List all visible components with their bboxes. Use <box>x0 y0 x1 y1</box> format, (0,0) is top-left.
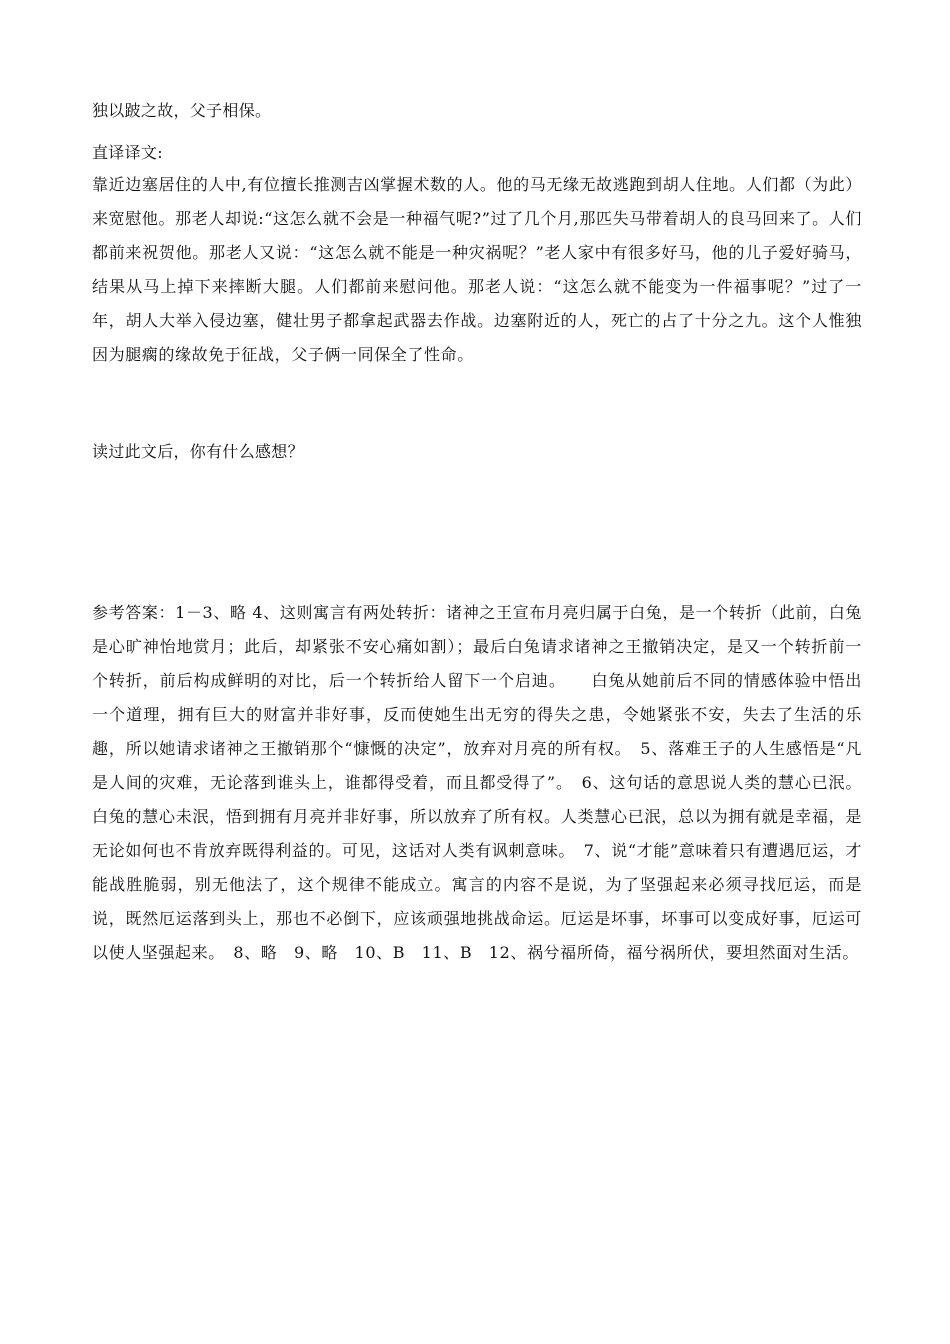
translation-paragraph: 靠近边塞居住的人中,有位擅长推测吉凶掌握术数的人。他的马无缘无故逃跑到胡人住地。人们都（为此）来宽慰他。那老人却说:“这怎么就不会是一种福气呢?”过了几个月,那匹失马带着胡人的良马回来了。人们都前来祝贺他。那老人又说：“这怎么就不能是一种灾祸呢？”老人家中有很多好马，他的儿子爱好骑马，结果从马上掉下来摔断大腿。人们都前来慰问他。那老人说：“这怎么就不能变为一件福事呢？”过了一年，胡人大举入侵边塞，健壮男子都拿起武器去作战。边塞附近的人，死亡的占了十分之九。这个人惟独因为腿瘸的缘故免于征战，父子俩一同保全了性命。 <box>92 175 862 364</box>
reference-answer-paragraph: 参考答案：1－3、略 4、这则寓言有两处转折：诸神之王宣布月亮归属于白兔，是一个转折（此前，白兔是心旷神怡地赏月；此后，却紧张不安心痛如割）；最后白兔请求诸神之王撤销决定，是又一个转折前一个转折，前后构成鲜明的对比，后一个转折给人留下一个启迪。 白兔从她前后不同的情感体验中悟出一个道理，拥有巨大的财富并非好事，反而使她生出无穷的得失之患，令她紧张不安，失去了生活的乐趣，所以她请求诸神之王撤销那个“慷慨的决定”，放弃对月亮的所有权。 5、落难王子的人生感悟是“凡是人间的灾难，无论落到谁头上，谁都得受着，而且都受得了”。 6、这句话的意思说人类的慧心已泯。白兔的慧心未泯，悟到拥有月亮并非好事，所以放弃了所有权。人类慧心已泯，总以为拥有就是幸福，是无论如何也不肯放弃既得利益的。可见，这话对人类有讽刺意味。 7、说“才能”意味着只有遭遇厄运，才能战胜脆弱，别无他法了，这个规律不能成立。寓言的内容不是说，为了坚强起来必须寻找厄运，而是说，既然厄运落到头上，那也不必倒下，应该顽强地挑战命运。厄运是坏事，坏事可以变成好事，厄运可以使人坚强起来。 8、略 9、略 10、B 11、B 12、祸兮福所倚，福兮祸所伏，要坦然面对生活。 <box>92 603 862 962</box>
translation-heading: 直译译文: <box>92 143 163 162</box>
text-line-conclusion: 独以跛之故，父子相保。 <box>92 101 272 120</box>
reflection-question: 读过此文后，你有什么感想？ <box>92 442 304 461</box>
